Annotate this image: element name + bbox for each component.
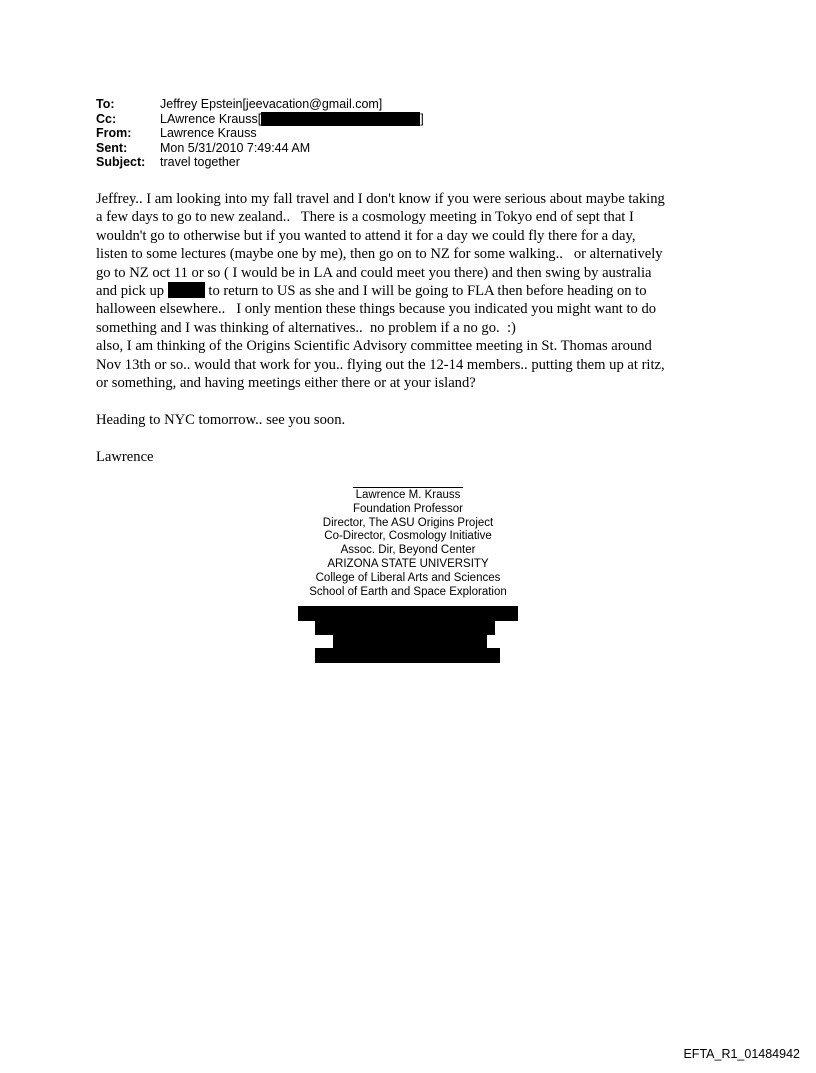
body-line: something and I was thinking of alternatives.. no problem if a no go. :) bbox=[96, 319, 516, 336]
from-row bbox=[96, 126, 424, 141]
redaction-bar bbox=[261, 112, 420, 126]
body-line: or something, and having meetings either there or at your island? bbox=[96, 375, 476, 392]
redaction-bar bbox=[168, 282, 205, 298]
signature-line: Director, The ASU Origins Project bbox=[322, 516, 494, 529]
signature-line: Foundation Professor bbox=[353, 502, 463, 515]
sent-value: Mon 5/31/2010 7:49:44 AM bbox=[160, 140, 311, 155]
sent-label: Sent: bbox=[96, 140, 128, 155]
cc-row bbox=[96, 112, 424, 127]
body-line: wouldn't go to otherwise but if you wanted to attend it for a day we could fly there for a day, bbox=[96, 227, 636, 244]
subject-row bbox=[96, 155, 424, 170]
body-line: Nov 13th or so.. would that work for you.. flying out the 12-14 members.. putting them up at ritz, bbox=[96, 356, 665, 373]
body-line: go to NZ oct 11 or so ( I would be in LA and could meet you there) and then swing by australia bbox=[96, 264, 652, 281]
email-body bbox=[96, 190, 736, 466]
signature-line: ARIZONA STATE UNIVERSITY bbox=[327, 557, 489, 570]
to-row bbox=[96, 97, 424, 112]
redaction-bar bbox=[333, 635, 487, 648]
body-line-start: and pick up bbox=[96, 283, 168, 300]
to-label: To: bbox=[96, 97, 115, 111]
redaction-bar bbox=[315, 648, 500, 663]
subject-label: Subject: bbox=[96, 155, 146, 169]
body-line-end: to return to US as she and I will be going to FLA then before heading on to bbox=[204, 283, 647, 300]
cc-value-prefix: LAwrence Krauss[ bbox=[160, 111, 262, 126]
sent-row bbox=[96, 141, 424, 156]
to-value: Jeffrey Epstein[jeevacation@gmail.com] bbox=[160, 97, 383, 111]
body-line bbox=[96, 282, 736, 300]
subject-value: travel together bbox=[160, 155, 240, 169]
from-value: Lawrence Krauss bbox=[160, 126, 257, 140]
body-line: also, I am thinking of the Origins Scientific Advisory committee meeting in St. Thomas around bbox=[96, 338, 652, 355]
email-header bbox=[96, 97, 424, 170]
document-id: EFTA_R1_01484942 bbox=[683, 1047, 800, 1061]
redaction-bar bbox=[298, 606, 518, 621]
signature-line: School of Earth and Space Exploration bbox=[309, 585, 507, 598]
cc-value bbox=[160, 112, 424, 127]
signature-block bbox=[298, 487, 518, 599]
signature-rule bbox=[353, 487, 463, 488]
signature-line: College of Liberal Arts and Sciences bbox=[315, 571, 501, 584]
signature-line: Assoc. Dir, Beyond Center bbox=[340, 544, 476, 557]
body-line: a few days to go to new zealand.. There is a cosmology meeting in Tokyo end of sept that I bbox=[96, 209, 634, 226]
sign-name: Lawrence bbox=[96, 448, 154, 465]
body-line: halloween elsewhere.. I only mention these things because you indicated you might want to do bbox=[96, 301, 657, 318]
signature-line: Lawrence M. Krauss bbox=[355, 489, 461, 501]
body-line: Jeffrey.. I am looking into my fall travel and I don't know if you were serious about maybe taking bbox=[96, 191, 665, 207]
body-line: listen to some lectures (maybe one by me), then go on to NZ for some walking.. or alternatively bbox=[96, 246, 663, 263]
closing-line: Heading to NYC tomorrow.. see you soon. bbox=[96, 411, 346, 428]
from-label: From: bbox=[96, 126, 132, 140]
cc-label: Cc: bbox=[96, 111, 117, 126]
cc-value-suffix: ] bbox=[420, 111, 424, 126]
signature-line: Co-Director, Cosmology Initiative bbox=[324, 530, 492, 543]
redaction-bar bbox=[315, 621, 495, 635]
